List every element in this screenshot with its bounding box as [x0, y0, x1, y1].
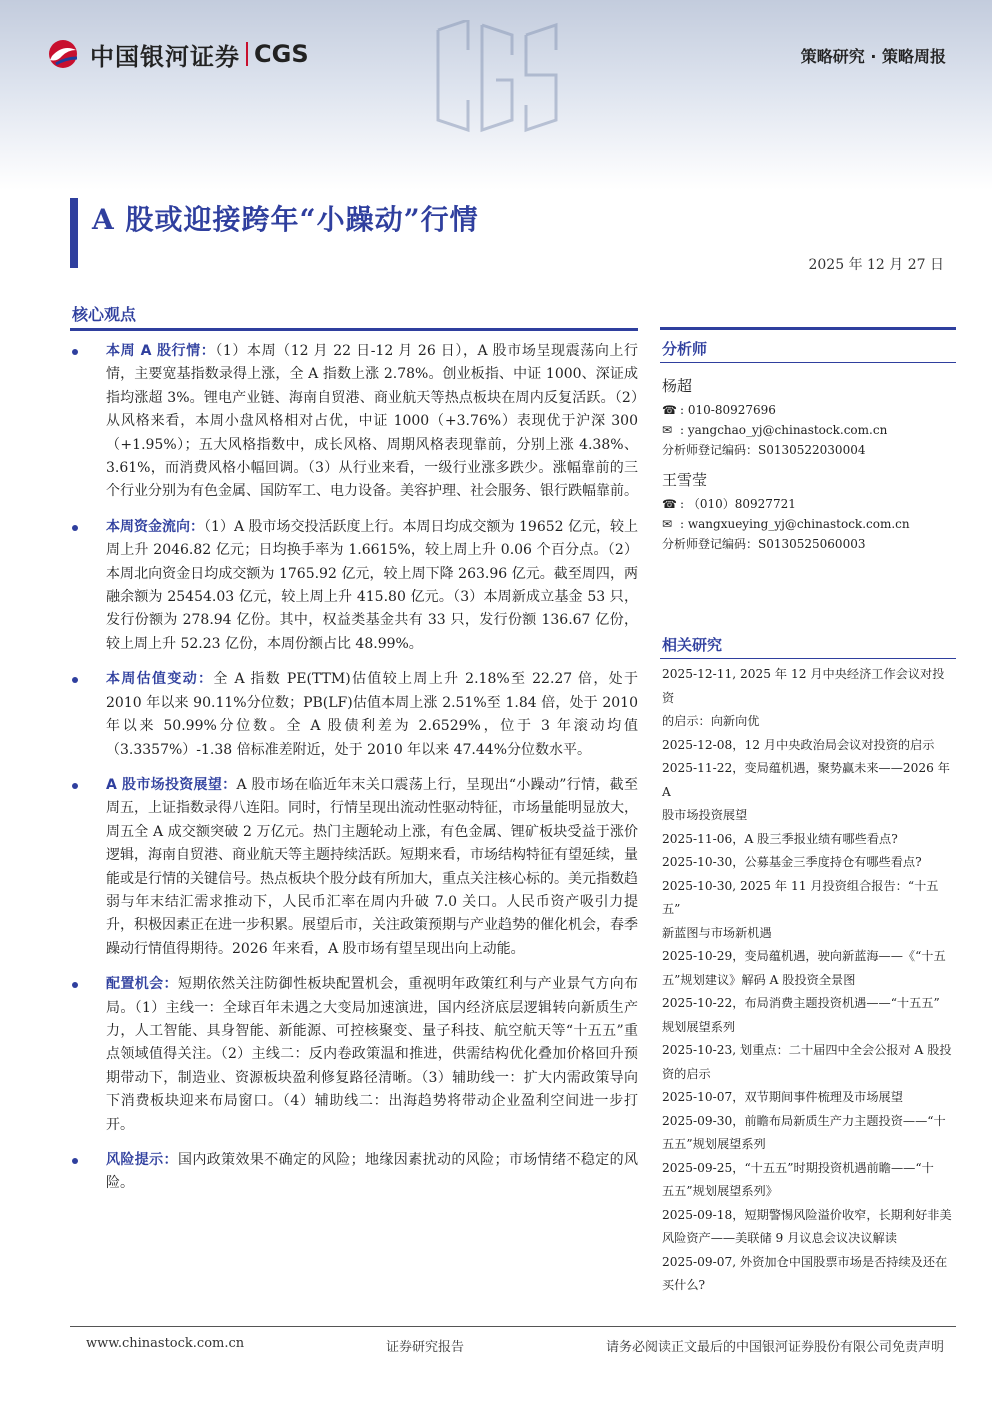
related-item-line[interactable]: 2025-09-30，前瞻布局新质生产力主题投资——“十 [662, 1113, 946, 1128]
mail-icon: ✉ [662, 423, 673, 437]
related-item-line[interactable]: 五五”规划展望系列》 [662, 1184, 778, 1198]
footer-disclaimer: 请务必阅读正文最后的中国银河证券股份有限公司免责声明 [605, 1340, 944, 1355]
related-item-line[interactable]: 2025-09-07, 外资加仓中国股票市场是否持续及还在 [662, 1254, 948, 1269]
bullet-heading: A 股市场投资展望： [106, 776, 237, 793]
bullet-heading: 配置机会： [106, 976, 178, 993]
bullet-fund-flow [70, 516, 638, 656]
related-item-line[interactable]: 2025-10-22，布局消费主题投资机遇——“十五五” [662, 996, 940, 1010]
related-item-line[interactable]: 规划展望系列 [662, 1019, 736, 1034]
analyst-panel [660, 327, 956, 557]
related-item-line[interactable]: 2025-11-06，A 股三季报业绩有哪些看点? [662, 831, 898, 846]
related-item-line[interactable]: 2025-12-08，12 月中央政治局会议对投资的启示 [662, 737, 935, 752]
related-list [662, 663, 956, 1298]
phone-icon: ☎ [662, 403, 677, 417]
bullet-dot [72, 677, 78, 683]
related-item-line[interactable]: 五五”规划展望系列 [662, 1137, 766, 1151]
phone-icon: ☎ [662, 497, 677, 511]
analyst-reg-code: 分析师登记编码：S0130522030004 [662, 443, 866, 457]
footer-website[interactable]: www.chinastock.com.cn [86, 1336, 245, 1351]
brand-logo [46, 38, 309, 70]
bullet-heading: 风险提示： [106, 1152, 178, 1168]
analyst-name: 王雪莹 [662, 471, 708, 489]
related-item-line[interactable]: 2025-10-23, 划重点：二十届四中全会公报对 A 股投 [662, 1043, 952, 1057]
bullet-text: 国内政策效果不确定的风险；地缘因素扰动的风险；市场情绪不稳定的风险。 [106, 1152, 639, 1192]
bullet-text: A 股市场在临近年末关口震荡上行，呈现出“小躁动”行情，截至周五，上证指数录得八连阳。同时，行情呈现出流动性驱动特征，市场量能明显放大，周五全 A 成交额突破 2 万亿元。热门主题轮动上涨，有色金属、锂矿板块受益于涨价逻辑，海南自贸港、商业航天等主题持续活跃。短期来看，市场结构特征有望延续，量能或是行情的关键信号。热点板块个股分歧有所加大，重点关注核心标的。美元指数趋弱与年末结汇需求推动下，人民币汇率在周内升破 7.0 关口。人民币资产吸引力提升，积极因素正在进一步积累。展望后市，关注政策预期与产业趋势的催化机会，春季躁动行情值得期待。2026 年来看，A 股市场有望呈现出向上动能。 [106, 776, 638, 957]
brand-name-cn: 中国银河证券 [90, 42, 240, 71]
analyst-reg-code: 分析师登记编码：S0130525060003 [662, 537, 866, 551]
bullet-text: 短期依然关注防御性板块配置机会，重视明年政策红利与产业景气方向布局。（1）主线一：全球百年未遇之大变局加速演进，国内经济底层逻辑转向新质生产力，人工智能、具身智能、新能源、可控核聚变、量子科技、航空航天等“十五五”重点领域值得关注。（2）主线二：反内卷政策温和推进，供需结构优化叠加价格回升预期带动下，制造业、资源板块盈利修复路径清晰。（3）辅助线一：扩大内需政策导向下消费板块迎来布局窗口。（4）辅助线二：出海趋势将带动企业盈利空间进一步打开。 [106, 976, 639, 1133]
analyst-email[interactable]: ✉ : wangxueying_yj@chinastock.com.cn [662, 517, 910, 531]
bullet-outlook [70, 774, 638, 961]
related-item-line[interactable]: 的启示：向新向优 [662, 714, 760, 728]
bullet-dot [72, 783, 78, 789]
related-item-line[interactable]: 五”规划建议》解码 A 股投资全景图 [662, 972, 856, 987]
bullet-text: （1）A 股市场交投活跃度上行。本周日均成交额为 19652 亿元，较上周上升 2046.82 亿元；日均换手率为 1.6615%，较上周上升 0.06 个百分点。（2）本周北向资金日均成交额为 1765.92 亿元，较上周下降 263.96 亿元。截至周四，两融余额为 25454.03 亿元，较上周上升 415.80 亿元。（3）本周新成立基金 53 只，发行份额为 278.94 亿份。其中，权益类基金共有 33 只，发行份额 136.67 亿份，较上周上升 52.23 亿份，本周份额占比 48.99%。 [106, 518, 639, 652]
bullet-weekly-market [70, 340, 638, 504]
cgs-watermark [430, 20, 570, 135]
related-item-line[interactable]: 2025-10-30, 2025 年 11 月投资组合报告：“十五五” [662, 878, 939, 916]
related-item-line[interactable]: 风险资产——美联储 9 月议息会议决议解读 [662, 1231, 897, 1245]
core-divider [70, 328, 638, 331]
bullet-dot [72, 349, 78, 355]
bullet-heading: 本周 A 股行情： [106, 343, 216, 359]
related-item-line[interactable]: 2025-10-07，双节期间事件梳理及市场展望 [662, 1090, 903, 1104]
brand-name-en: CGS [254, 40, 309, 68]
related-heading: 相关研究 [662, 636, 723, 654]
bullet-text: 全 A 指数 PE(TTM)估值较上周上升 2.18%至 22.27 倍，处于 2010 年以来 90.11%分位数；PB(LF)估值本周上涨 2.51%至 1.84 倍，处于 2010 年以来 50.99%分位数。全 A 股债利差为 2.6529%，位于 3 年滚动均值（3.3357%）-1.38 倍标准差附近，处于 2010 年以来 47.44%分位数水平。 [106, 671, 639, 758]
bullet-allocation [70, 973, 638, 1137]
cgs-logo-icon [46, 38, 82, 70]
related-divider [660, 658, 956, 659]
bullet-valuation [70, 668, 638, 762]
footer-report-type: 证券研究报告 [386, 1340, 465, 1355]
footer-divider [70, 1326, 956, 1327]
analyst-phone: ☎ : （010）80927721 [662, 497, 796, 511]
related-item-line[interactable]: 股市场投资展望 [662, 808, 748, 822]
related-item-line[interactable]: 2025-11-22，变局蕴机遇，聚势赢未来——2026 年 A [662, 761, 950, 799]
report-category: 策略研究 · 策略周报 [800, 47, 946, 66]
bullet-dot [72, 982, 78, 988]
analyst-divider [660, 362, 956, 363]
bullet-dot [72, 525, 78, 531]
related-item-line[interactable]: 2025-09-25，“十五五”时期投资机遇前瞻——“十 [662, 1160, 934, 1175]
brand-separator [246, 42, 248, 66]
related-research-panel [660, 626, 956, 1298]
core-views [70, 340, 638, 1208]
related-item-line[interactable]: 新蓝图与市场新机遇 [662, 925, 772, 940]
bullet-text: （1）本周（12 月 22 日-12 月 26 日），A 股市场呈现震荡向上行情，主要宽基指数录得上涨，全 A 指数上涨 2.78%。创业板指、中证 1000、深证成指均涨超 3%。锂电产业链、海南自贸港、商业航天等热点板块在周内反复活跃。（2）从风格来看，本周小盘风格相对占优，中证 1000（+3.76%）表现优于沪深 300（+1.95%）；五大风格指数中，成长风格、周期风格表现靠前，分别上涨 4.38%、3.61%，而消费风格小幅回调。（3）从行业来看，一级行业涨多跌少。涨幅靠前的三个行业分别为有色金属、国防军工、电力设备。美容护理、社会服务、银行跌幅靠前。 [106, 343, 638, 500]
bullet-risk [70, 1149, 638, 1196]
analyst-phone: ☎ : 010-80927696 [662, 403, 776, 417]
bullet-heading: 本周估值变动： [106, 671, 214, 688]
related-item-line[interactable]: 资的启示 [662, 1066, 711, 1081]
analyst-email[interactable]: ✉ : yangchao_yj@chinastock.com.cn [662, 423, 888, 437]
bullet-dot [72, 1158, 78, 1164]
title-accent-bar [70, 198, 78, 268]
related-item-line[interactable]: 2025-10-30，公募基金三季度持仓有哪些看点? [662, 855, 922, 869]
analyst-name: 杨超 [662, 377, 693, 395]
related-item-line[interactable]: 2025-09-18，短期警惕风险溢价收窄，长期利好非美 [662, 1207, 952, 1222]
core-heading: 核心观点 [72, 305, 137, 324]
related-item-line[interactable]: 买什么? [662, 1278, 706, 1292]
report-title: A 股或迎接跨年“小躁动”行情 [92, 203, 479, 236]
related-item-line[interactable]: 2025-12-11, 2025 年 12 月中央经济工作会议对投资 [662, 667, 945, 705]
mail-icon: ✉ [662, 517, 673, 531]
bullet-heading: 本周资金流向： [106, 518, 205, 535]
report-date: 2025 年 12 月 27 日 [808, 257, 944, 273]
analyst-heading: 分析师 [662, 340, 708, 358]
related-item-line[interactable]: 2025-10-29，变局蕴机遇，驶向新蓝海——《“十五 [662, 949, 946, 963]
